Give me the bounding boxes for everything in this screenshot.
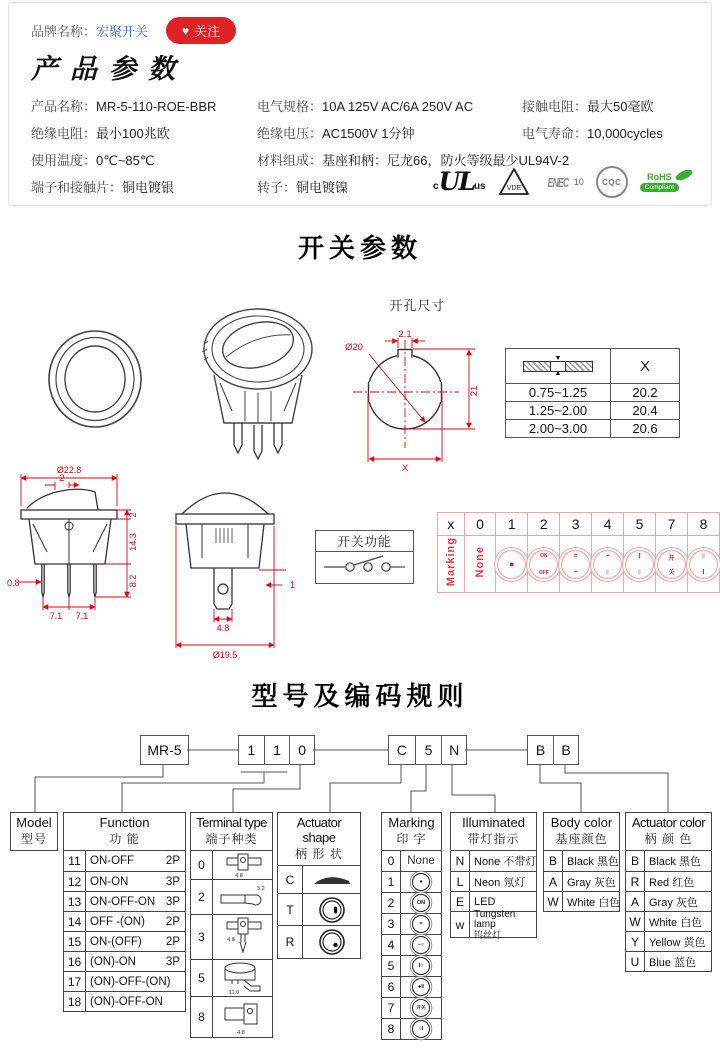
hole-table-symbol-cell: [506, 349, 611, 384]
param-terminal-plating: 端子和接触片：铜电镀银: [31, 180, 175, 195]
switch-perspective-drawing: [200, 303, 320, 463]
marking-code-header-row: [438, 513, 720, 536]
table-row: 8 4.8: [191, 996, 272, 1037]
table-row: [506, 420, 680, 438]
table-row: Y Yellow 黄色: [626, 931, 711, 951]
code-letter: C: [389, 736, 416, 764]
front-dim-diameter: Ø19.5: [212, 650, 238, 660]
code-letter: 5: [416, 736, 443, 764]
hole-dimension-drawing: [335, 312, 500, 477]
table-row: A Gray 灰色: [626, 891, 711, 911]
svg-text:4.8: 4.8: [234, 873, 243, 878]
body-color-header-cn: 基座颜色: [555, 832, 608, 846]
marking-col: 4: [592, 513, 624, 536]
actuator-shape-r-icon: [318, 928, 346, 956]
table-row: A Gray 灰色: [544, 871, 619, 891]
code-digit: 1: [265, 736, 291, 764]
param-insulation-voltage: 绝缘电压：AC1500V 1分钟: [257, 126, 415, 141]
side-dim-pitch2: 7.1: [75, 611, 89, 621]
marking-icon: −○: [412, 936, 430, 954]
table-row: 18 (ON)-OFF-ON: [64, 991, 185, 1011]
table-row: 17 (ON)-OFF-(ON): [64, 971, 185, 991]
table-row: 14 OFF -(ON) 2P: [64, 911, 185, 931]
marking-symbol-row: [438, 536, 720, 593]
illuminated-header-cn: 带灯指示: [467, 832, 520, 846]
code-letter: B: [528, 736, 554, 764]
arrow-up-icon: ▲: [554, 369, 562, 377]
table-row: 2 ON: [382, 892, 441, 913]
product-card: [8, 2, 712, 206]
table-row: C: [278, 866, 360, 893]
table-row: L Neon 氖灯: [451, 871, 536, 891]
table-row: 4 −○: [382, 934, 441, 955]
body-color-header-en: Body color: [550, 815, 613, 830]
table-row: R Red 红色: [626, 871, 711, 891]
thickness-range: 0.75~1.25: [506, 384, 611, 402]
cqc-cert-icon: CQC: [596, 166, 628, 198]
actuator-color-table: [625, 812, 712, 972]
actuator-shape-c-icon: [310, 872, 354, 887]
marking-symbol-7: 开 关: [657, 550, 686, 579]
brand-row: [31, 17, 236, 44]
model-header-cn: 型号: [20, 832, 47, 846]
table-row: B Black 黑色: [626, 851, 711, 871]
ul-cert-icon: c UL us: [433, 167, 486, 196]
table-row: U Blue 蓝色: [626, 951, 711, 971]
x-value: 20.4: [611, 402, 680, 420]
vde-cert-icon: [498, 167, 530, 197]
function-header-en: Function: [99, 815, 150, 830]
svg-text:4.8: 4.8: [226, 937, 235, 943]
table-row: 11 ON-OFF 2P: [64, 851, 185, 871]
leaf-icon: [673, 169, 695, 181]
hole-table-x-header: X: [611, 349, 680, 384]
terminal-drawing-5: [214, 960, 272, 996]
marking-symbol-1: ●: [497, 550, 526, 579]
table-row: w Tungsten lamp 钨丝灯: [451, 911, 536, 937]
rohs-cert-icon: RoHS Compliant: [640, 173, 679, 192]
table-row: 13 ON-OFF-ON 3P: [64, 891, 185, 911]
table-row: 1 ●: [382, 871, 441, 892]
marking-col: 1: [496, 513, 528, 536]
hole-size-table: [505, 348, 680, 438]
actuator-shape-table: [277, 812, 361, 959]
param-electrical-rating: 电气规格：10A 125V AC/6A 250V AC: [257, 99, 474, 114]
side-dim-pin-length: 8.2: [128, 574, 138, 588]
actuator-color-header-cn: 柄 颜 色: [644, 832, 693, 846]
heart-icon: ♥: [182, 23, 190, 38]
marking-col: 2: [528, 513, 560, 536]
table-row: T: [278, 893, 360, 925]
certification-logos: [433, 166, 679, 198]
code-model-value: MR-5: [147, 742, 182, 758]
illuminated-header-en: Illuminated: [462, 815, 525, 830]
hole-dim-h: 21: [469, 385, 480, 397]
body-color-table: [543, 812, 620, 912]
switch-params-title: 开关参数: [297, 233, 422, 263]
hole-size-label: 开孔尺寸: [389, 298, 446, 313]
table-row: [506, 384, 680, 402]
follow-label: 关注: [194, 24, 221, 39]
model-header-en: Model: [16, 815, 52, 830]
front-dim-edge: 1: [290, 580, 296, 590]
marking-table: [381, 812, 442, 1040]
table-row: E LED: [451, 891, 536, 911]
marking-icon: ●‖: [412, 978, 430, 996]
marking-col: 3: [560, 513, 592, 536]
actuator-color-header-en: Actuator color: [631, 815, 706, 830]
product-params-title: 产品参数: [31, 54, 187, 85]
hole-dim-w: 2.1: [398, 329, 412, 340]
side-dim-pitch1: 7.1: [49, 611, 63, 621]
brand-label: 品牌名称：: [31, 24, 97, 39]
switch-function-box: [315, 530, 414, 584]
marking-icon: =: [412, 915, 430, 933]
brand-link[interactable]: 宏聚开关: [96, 24, 149, 39]
param-material: 材料组成：基座和柄：尼龙66，防火等级最少UL94V-2: [257, 153, 570, 168]
arrow-down-icon: ▼: [554, 354, 562, 362]
coding-rules-title: 型号及编码规则: [251, 681, 469, 711]
marking-icon: 开关: [412, 999, 430, 1017]
table-row: R: [278, 925, 360, 958]
bezel-ring-drawing: [40, 322, 150, 437]
terminal-drawing-3: [215, 916, 271, 958]
follow-button[interactable]: [166, 17, 236, 44]
table-row: 3 =: [382, 913, 441, 934]
actuator-shape-t-icon: [318, 896, 346, 924]
marking-code-table: [437, 512, 720, 593]
marking-icon: ON: [412, 894, 430, 912]
table-row: N None 不带灯: [451, 851, 536, 871]
terminal-drawing-8: [215, 998, 271, 1036]
terminal-drawing-2: [215, 881, 271, 913]
param-insulation-resistance: 绝缘电阻：最小100兆欧: [31, 126, 170, 141]
marking-col: 0: [464, 513, 496, 536]
param-electrical-life: 电气寿命：10,000cycles: [522, 126, 663, 141]
front-dim-terminal: 4.8: [216, 623, 230, 633]
table-row: 3 4.8: [191, 914, 272, 959]
shape-header-en: Actuator shape: [296, 815, 342, 845]
marking-col: 5: [624, 513, 656, 536]
switch-function-title: 开关功能: [316, 531, 413, 552]
terminal-header-cn: 端子种类: [205, 832, 258, 846]
table-row: 12 ON-ON 3P: [64, 871, 185, 891]
shape-header-cn: 柄 形 状: [295, 847, 343, 861]
switch-circuit-symbol: [316, 552, 413, 581]
marking-symbol-8: ○ I: [689, 550, 718, 579]
table-row: 7 开关: [382, 997, 441, 1018]
marking-symbol-3: = −: [561, 550, 590, 579]
table-row: 0 None: [382, 851, 441, 871]
param-product-name: 产品名称：MR-5-110-ROE-BBR: [31, 99, 217, 114]
code-letter: B: [561, 742, 571, 758]
terminal-type-table: [190, 812, 273, 1038]
terminal-drawing-0: [215, 852, 271, 878]
side-dim-flange: 2: [128, 512, 138, 518]
marking-symbol-4: − ○: [593, 550, 622, 579]
model-table: [10, 812, 58, 851]
side-dim-body: 14.3: [128, 533, 138, 551]
table-row: 16 (ON)-ON 3P: [64, 951, 185, 971]
param-contact-resistance: 接触电阻：最大50毫欧: [522, 99, 654, 114]
x-value: 20.6: [611, 420, 680, 438]
function-header-cn: 功 能: [109, 832, 140, 846]
table-row: 15 ON-(OFF) 2P: [64, 931, 185, 951]
front-view-drawing: [168, 458, 313, 663]
marking-col: 7: [656, 513, 688, 536]
marking-col: 8: [688, 513, 720, 536]
marking-header-en: Marking: [388, 815, 435, 830]
marking-header-cn: 印 字: [396, 832, 427, 846]
marking-row-label: Marking: [444, 536, 457, 587]
code-digit: 1: [239, 736, 265, 764]
hole-dim-d: Ø20: [345, 342, 363, 353]
marking-icon: I○: [412, 957, 430, 975]
function-table: [63, 812, 186, 1012]
side-dim-diameter: Ø22.8: [56, 465, 82, 475]
enec-cert-icon: ENEC 10: [547, 174, 584, 190]
table-row: W White 白色: [544, 891, 619, 911]
marking-symbol-5: I ○: [625, 550, 654, 579]
marking-icon: ○I: [412, 1020, 430, 1038]
svg-text:11.0: 11.0: [228, 990, 239, 996]
table-row: 8 ○I: [382, 1018, 441, 1039]
illuminated-table: [450, 812, 537, 938]
thickness-range: 2.00~3.00: [506, 420, 611, 438]
marking-symbol-2: ON OFF: [529, 550, 558, 579]
x-value: 20.2: [611, 384, 680, 402]
side-dim-pin-width: 0.8: [7, 578, 20, 588]
svg-text:3.2: 3.2: [256, 886, 265, 892]
thickness-range: 1.25~2.00: [506, 402, 611, 420]
marking-col-x: x: [438, 513, 465, 536]
table-row: 5 I○: [382, 955, 441, 976]
code-letter: N: [449, 742, 460, 758]
param-rotor-plating: 转子：铜电镀镍: [257, 180, 349, 195]
marking-none-label: None: [473, 545, 486, 578]
svg-text:4.8: 4.8: [236, 1030, 245, 1036]
code-digit: 0: [298, 742, 307, 758]
table-row: 0 4.8: [191, 851, 272, 879]
table-row: B Black 黑色: [544, 851, 619, 871]
marking-icon: ●: [412, 873, 430, 891]
hole-dim-x: X: [401, 463, 409, 474]
code-connector-lines: [0, 725, 720, 815]
terminal-header-en: Terminal type: [196, 815, 267, 830]
side-dim-rocker: 2: [59, 473, 65, 483]
table-row: 6 ●‖: [382, 976, 441, 997]
param-operating-temp: 使用温度：0℃~85℃: [31, 153, 155, 168]
svg-text:VDE: VDE: [506, 185, 521, 192]
table-row: 2 3.2: [191, 879, 272, 914]
table-row: W White 白色: [626, 911, 711, 931]
table-row: 5 11.0: [191, 959, 272, 996]
table-row: [506, 402, 680, 420]
